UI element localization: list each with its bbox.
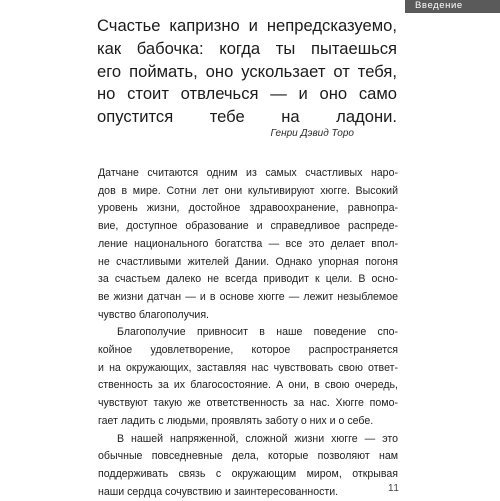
text-line: чувство благополучия. [98, 308, 209, 321]
epigraph-line: опустится тебе на ладони. [97, 107, 397, 127]
text-line: койное удовлетворение, которое распространяется [98, 344, 398, 357]
epigraph-line: как бабочка: когда ты пытаешься [97, 38, 397, 58]
text-line: наши сердца сочувствию и заинтересованности. [98, 485, 339, 498]
chapter-header-tab: Введение [405, 0, 500, 13]
text-line: ственность за их благосостояние. А они, в свою очередь, [98, 379, 398, 392]
text-line: и на окружающих, заставляя нас чувствовать свою ответ- [98, 361, 398, 374]
text-line: не счастливыми жителей Дании. Однако упорная погоня [98, 255, 398, 268]
epigraph-author: Генри Дэвид Торо [270, 128, 354, 139]
epigraph [97, 15, 397, 129]
text-line: ление национального богатства — все это делает впол- [98, 237, 398, 250]
epigraph-line: Счастье капризно и непредсказуемо, [97, 16, 397, 35]
text-line: чувствуют такую же ответственность за нас. Хюгге помо- [98, 397, 398, 410]
paragraph [98, 431, 398, 501]
page-number: 11 [388, 483, 400, 494]
text-line: поддерживать связь с окружающим миром, открывая [98, 467, 398, 480]
epigraph-line: но стоит отвлечься — и оно само [97, 84, 397, 104]
text-line: ве жизни датчан — и в основе хюгге — лежит незыблемое [98, 290, 398, 303]
text-line: обычные повседневные дела, которые позволяют нам [98, 450, 398, 463]
text-line: за счастьем далеко не всегда приводит к цели. В осно- [98, 273, 398, 286]
body-text [98, 165, 398, 501]
text-line: Датчане считаются одним из самых счастливых наро- [98, 167, 398, 179]
text-line: гает ладить с людьми, проявлять заботу о них и о себе. [98, 414, 374, 427]
epigraph-line: его поймать, оно ускользает от тебя, [97, 61, 397, 81]
text-line: уровень жизни, достойное здравоохранение, равнопра- [98, 202, 398, 215]
text-line: дов в мире. Сотни лет они культивируют хюгге. Высокий [98, 184, 398, 197]
text-line: Благополучие привносит в наше поведение спо- [117, 326, 398, 339]
paragraph [98, 324, 398, 430]
text-line: вие, доступное образование и справедливое распреде- [98, 220, 398, 233]
text-line: В нашей напряженной, сложной жизни хюгге — это [117, 432, 398, 445]
paragraph [98, 165, 398, 324]
